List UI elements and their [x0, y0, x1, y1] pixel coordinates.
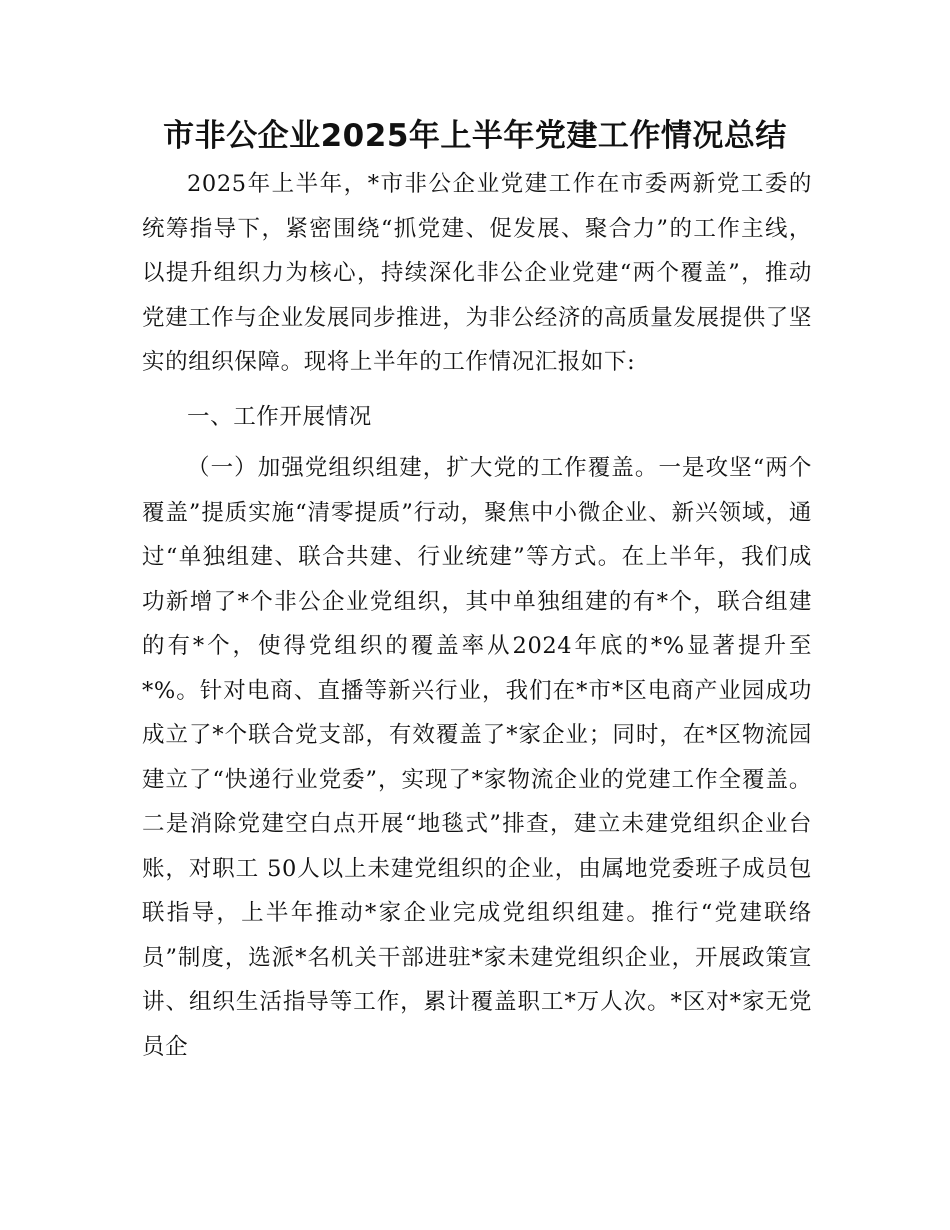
section-heading: 一、工作开展情况: [187, 403, 372, 430]
document-body: [142, 162, 812, 1069]
intro-paragraph: 2025年上半年，*市非公企业党建工作在市委两新党工委的统筹指导下，紧密围绕“抓党建、促发展、聚合力”的工作主线，以提升组织力为核心，持续深化非公企业党建“两个覆盖”，推动党建工作与企业发展同步推进，为非公经济的高质量发展提供了坚实的组织保障。现将上半年的工作情况汇报如下:: [142, 171, 812, 375]
subsection-paragraph: （一）加强党组织组建，扩大党的工作覆盖。一是攻坚“两个覆盖”提质实施“清零提质”行动，聚焦中小微企业、新兴领域，通过“单独组建、联合共建、行业统建”等方式。在上半年，我们成功新增了*个非公企业党组织，其中单独组建的有*个，联合组建的有*个，使得党组织的覆盖率从2024年底的*%显著提升至*%。针对电商、直播等新兴行业，我们在*市*区电商产业园成功成立了*个联合党支部，有效覆盖了*家企业；同时，在*区物流园建立了“快递行业党委”，实现了*家物流企业的党建工作全覆盖。二是消除党建空白点开展“地毯式”排查，建立未建党组织企业台账，对职工 50人以上未建党组织的企业，由属地党委班子成员包联指导，上半年推动*家企业完成党组织组建。推行“党建联络员”制度，选派*名机关干部进驻*家未建党组织企业，开展政策宣讲、组织生活指导等工作，累计覆盖职工*万人次。*区对*家无党员企: [142, 455, 812, 1060]
document-title: 市非公企业2025年上半年党建工作情况总结: [163, 118, 787, 154]
